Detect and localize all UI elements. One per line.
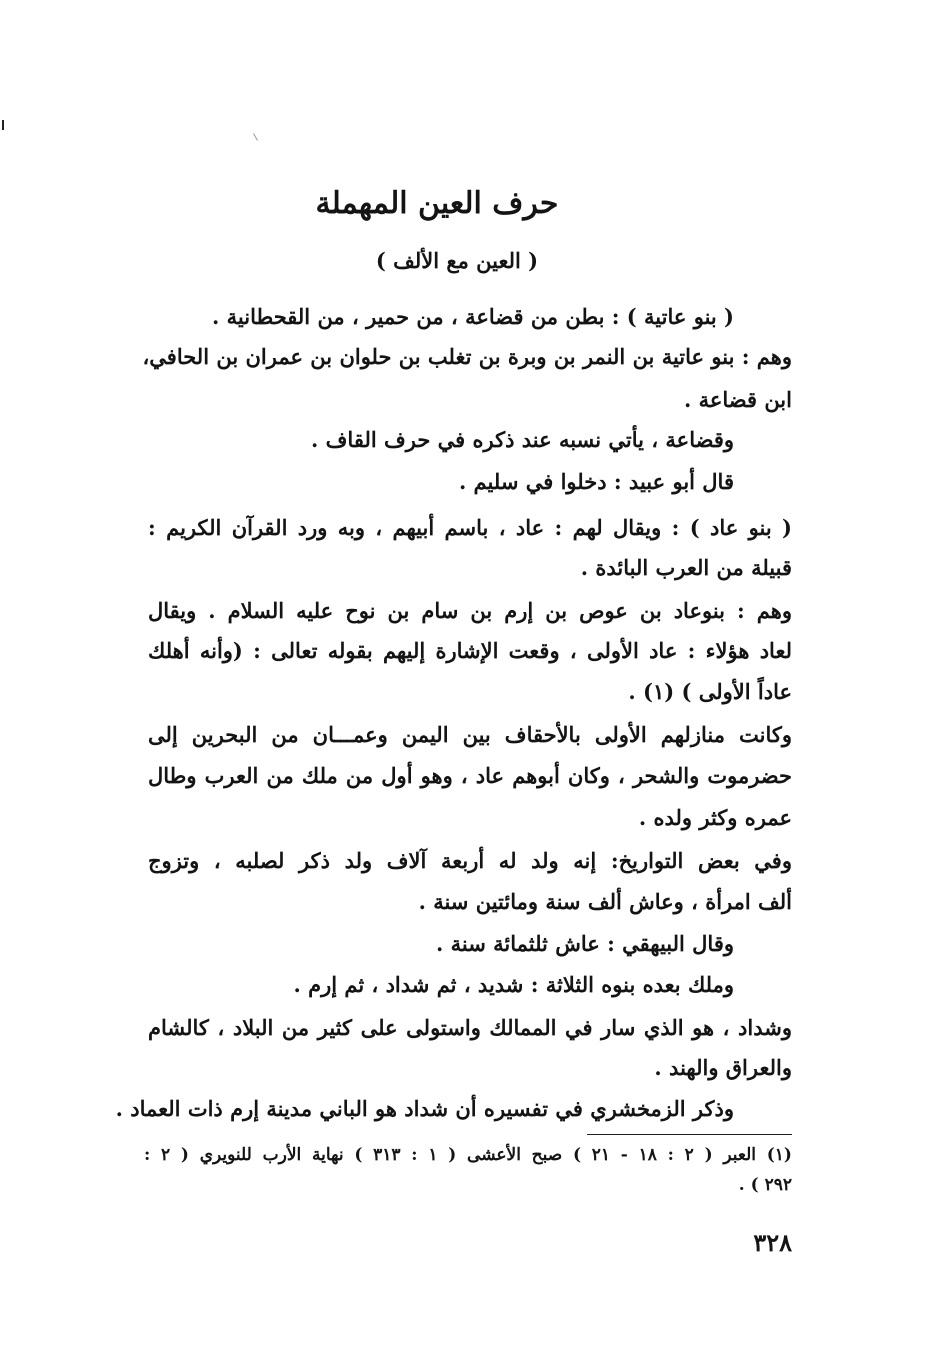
text-line: والعراق والهند .	[654, 1055, 792, 1080]
text-line: وشداد ، هو الذي سار في الممالك واستولى على كثير من البلاد ، كالشام	[148, 1015, 792, 1040]
text-line: ( بنو عاد ) : ويقال لهم : عاد ، باسم أبيهم ، وبه ورد القرآن الكريم :	[148, 515, 792, 540]
chapter-title: حرف العين المهملة	[315, 186, 559, 221]
text-line: وكانت منازلهم الأولى بالأحقاف بين اليمن وعمـــان من البحرين إلى	[148, 722, 792, 747]
text-line: وهم : بنوعاد بن عوص بن إرم بن سام بن نوح عليه السلام . ويقال	[148, 598, 792, 623]
text-line: ابن قضاعة .	[683, 387, 792, 412]
text-line: قال أبو عبيد : دخلوا في سليم .	[458, 469, 734, 494]
text-line: عمره وكثر ولده .	[638, 805, 792, 830]
text-line: قبيلة من العرب البائدة .	[580, 555, 792, 580]
scan-speck	[253, 133, 258, 140]
text-line: لعاد هؤلاء : عاد الأولى ، وقعت الإشارة إليهم بقوله تعالى : (وأنه أهلك	[148, 638, 792, 663]
text-line: ألف امرأة ، وعاش ألف سنة ومائتين سنة .	[418, 889, 792, 914]
page-number: ٣٢٨	[753, 1228, 792, 1257]
text-line: ( بنو عاتية ) : بطن من قضاعة ، من حمير ، من القحطانية .	[212, 304, 734, 329]
text-line: وفي بعض التواريخ: إنه ولد له أربعة آلاف ولد ذكر لصلبه ، وتزوج	[148, 848, 792, 873]
footnote-line: (١) العبر ( ٢ : ١٨ - ٢١ ) صبح الأعشى ( ١ : ٣١٣ ) نهاية الأرب للنويري ( ٢ :	[144, 1145, 792, 1165]
text-line: وملك بعده بنوه الثلاثة : شديد ، ثم شداد ، ثم إرم .	[293, 972, 734, 997]
text-line: حضرموت والشحر ، وكان أبوهم عاد ، وهو أول من ملك من العرب وطال	[148, 763, 792, 788]
text-line: وقضاعة ، يأتي نسبه عند ذكره في حرف القاف .	[311, 427, 734, 452]
scan-speck	[2, 120, 4, 130]
text-line: وذكر الزمخشري في تفسيره أن شداد هو الباني مدينة إرم ذات العماد .	[115, 1096, 734, 1121]
text-line: وقال البيهقي : عاش ثلثمائة سنة .	[435, 931, 734, 956]
text-line: عاداً الأولى ) (١) .	[628, 679, 792, 704]
text-line: وهم : بنو عاتية بن النمر بن وبرة بن تغلب بن حلوان بن عمران بن الحافي،	[142, 344, 792, 369]
footnote-line: ٢٩٢ ) .	[738, 1175, 792, 1195]
footnote-divider	[587, 1134, 792, 1135]
section-subtitle: ( العين مع الألف )	[375, 248, 539, 273]
